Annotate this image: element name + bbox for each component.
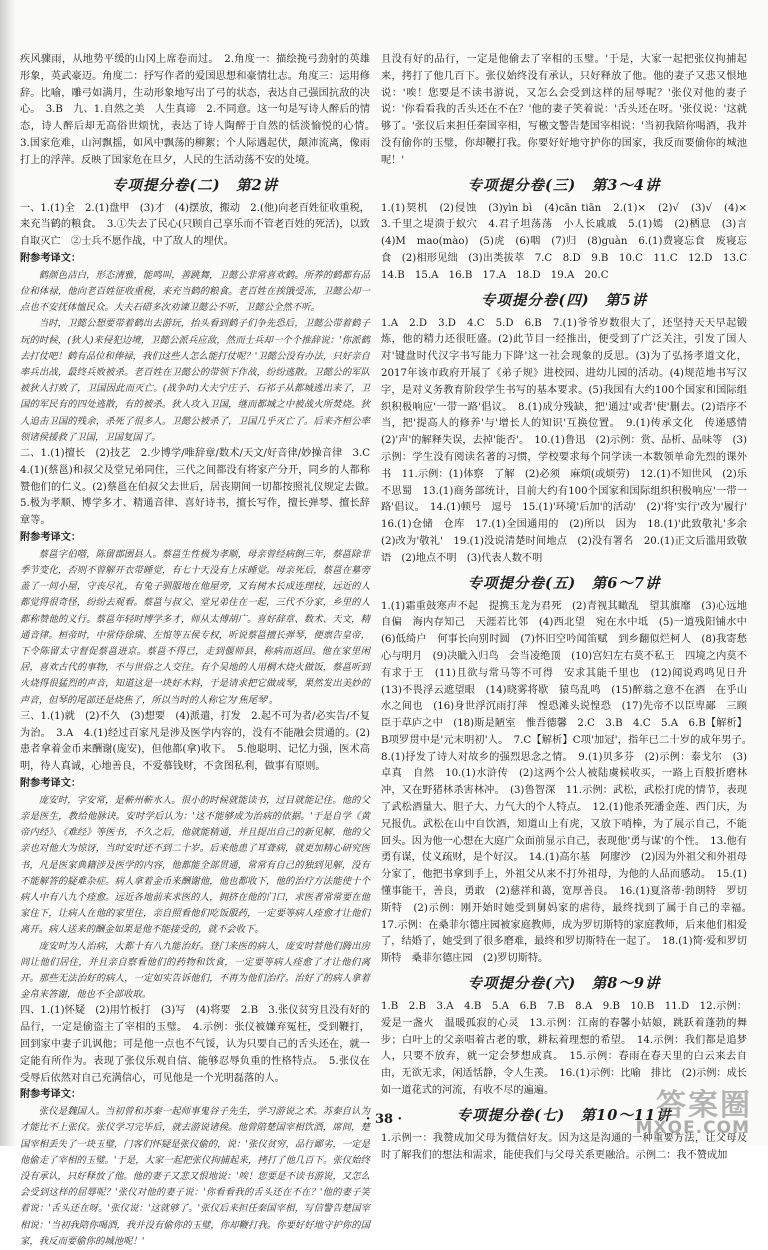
watermark-text: 答案圈 [656, 1088, 752, 1123]
reference-translation-heading: 附参考译文： [20, 778, 82, 789]
reference-translation-heading: 附参考译文： [20, 1089, 82, 1101]
translation-paragraph: 庞安时为人治病，大都十有八九能治好。登门来医的病人，庞安时替他们腾出房间让他们居住，并且亲自察看他们的药物和饮食，一定要等病人痊愈了才让他们离开。那些无法治好的病人，一定如实告诉他们，不再为他们治疗。治好了的病人拿着金帛来答谢，他也不全部收取。 [20, 940, 370, 1001]
section-heading: 专项提分卷(六) 第8～9讲 [467, 975, 661, 993]
answer-paragraph: 1.B 2.B 3.A 4.B 5.A 6.B 7.B 8.A 9.B 10.B 11.D 12.示例：爱是一盏火 温暖孤寂的心灵 13.示例：江南的春馨小姑娘，跳跃着蓬勃的舞步；白叶上的父亲唱着古老的歌，耕耘着理想的希望。 14.示例：我们都是追梦人，只要不放弃，就一定会梦想成真。 15.示例：春雨在春天里的白云来去自由，无欲无求，闲适恬静，令人生羡。 16.(1)示例：比喻 排比 (2)示例：成长如一道花式的河流，有收不尽的遍遍。 [381, 1001, 747, 1097]
answer-paragraph: 1.(1)契机 (2)侵蚀 (3)yìn bì (4)cān tiān 2.(1)× (2)√ (3)√ (4)× 3.千里之堤溃于蚁穴 4.君子坦荡荡 小人长戚戚 5.(1)嫣 (2)栖息 (3)言 (4)M mao(mào) (5)虎 (6)咽 (7)归 (8)guàn 6.(1)费寝忘食 废寝忘食 (2)相形见绌 (3)出类拔萃 7.C 8.D 9.B 10.C 11.C 12.D 13.C 14.B 15.A 16.B 17.A 18.D 19.A 20.C [381, 202, 758, 281]
answer-paragraph: 一、1.(1)全 2.(1)盘甲 (3)才 (4)摆放，搬动 2.(他)向老百姓征收重税，来充当鹤的粮食。 3.①失去了民心(只顾自己享乐而不管老百姓的死活)，以致自取灭亡 ②士兵不愿作战，中了敌人的埋伏。 [20, 202, 370, 248]
answer-paragraph: 1.(1)霜重鼓寒声不起 提携玉龙为君死 (2)青视其瞰乱 望其旗靡 (3)心远地自偏 海内存知己 天涯若比邻 (4)西北望 宛在水中坻 (5)一道残阳铺水中 (6)低绮户 何事长向别时圆 (7)怀旧空吟闻笛赋 到乡翻似烂柯人 (8)我寄愁心与明月 (9)决眦入归鸟 会当凌绝顶 (10)宫妇左右莫不私王 四境之内莫不有求于王 (11)且欲与常马等不可得 安求其能千里也 (12)闻说鸡鸣见日升 (13)不畏浮云遮望眼 (14)晓雾将歇 猿鸟乱鸣 (15)醉翁之意不在酒 在乎山水之间也 (16)身世浮沉雨打萍 惶恐滩头说惶恐 (17)先帝不以臣卑鄙 三顾臣于草庐之中 (18)斯是陋室 惟吾德馨 2.C 3.B 4.C 5.A 6.B【解析】B项罗贯中是'元末明初'人。 7.C【解析】C项'加冠'，指年已二十岁的成年男子。 8.(1)抒发了诗人对故乡的强烈思念之情。 9.(1)贝多芬 (2)示例：泰戈尔 (3)卓真 自然 10.(1)水浒传 (2)这两个公人被陆虞候收买，一路上百般折磨林冲，又在野猪林杀害林冲。 (3)鲁智深 11.示例：武松，武松打虎的情节，表现了武松酒量大、胆子大、力气大的个人特点。 12.(1)他杀死潘金莲、西门庆，为兄报仇。武松在山中自饮酒，知道山上有虎，又放下哨棒，为了展示自己，不能回头。因为他一心想在大庭广众面前显示自己，表现他'勇与谋'的个性。 13.他有勇有谋，仗义疏财，是个好汉。 14.(1)高尔基 阿廖沙 (2)因为外祖父和外祖母分家了，他把书拿到手上，外祖父从来不打外祖母，为他的人品而感动。 15.(1)懂事能干，善良，勇敢 (2)慈祥和蔼，宽厚善良。 16.(1)夏洛蒂·勃朗特 罗切斯特 (2)示例：刚开始时她受到舅妈家的虐待，最终找到了属于自己的幸福。 17.示例：在桑菲尔德庄园被家庭教师，成为罗切斯特的家庭教师，后来他们相爱了，结婚了，她受到了很多磨难，最终和罗切斯特在一起了。 18.(1)简·爱和罗切斯特 桑菲尔德庄园 (2)罗切斯特。 [381, 600, 758, 965]
translation-paragraph: 张仪是魏国人。当初曾和苏秦一起师事鬼谷子先生，学习游说之术。苏秦自认为才能比不上张仪。张仪学习完毕后，就去游说诸侯。他曾陪楚国宰相饮酒，席间，楚国宰相丢失了一块玉璧，门客们怀疑是张仪偷的，说：'张仪贫穷，品行鄙劣，一定是他偷走了宰相的玉璧。'于是，大家一起把张仪拘捕起来，拷打了他几百下。张仪始终没有承认，只好释放了他。他的妻子又悲又恨地说：'唉！您要是不读书游说，又怎么会受到这样的屈辱呢？'张仪对他的妻子说：'你看看我的舌头还在不在？'他的妻子笑着说：'舌头还在呀。'张仪说：'这就够了。'张仪后来担任秦国宰相，写信警告楚国宰相说：'当初我陪你喝酒，我并没有偷你的玉璧，你却鞭打我。你要好好地守护你的国家，我反而要偷你的城池呢！' [20, 1106, 370, 1247]
section-heading: 专项提分卷(七) 第10～11讲 [456, 1106, 672, 1124]
answer-paragraph: 1.A 2.D 3.D 4.C 5.D 6.B 7.(1)爷爷岁数很大了，还坚持天天早起锻炼，他的精力还很旺盛。(2)此节目一经推出，便受到了广泛关注，引发了国人对'键盘时代汉字书写能力下降'这一社会现象的反思。(3)为了弘扬孝道文化，2017年该市政府开展了《弟子规》进校园、进幼儿园的活动。(4)规范地书写汉字，是对义务教育阶段学生书写的基本要求。(5)我国有大约100个国家和国际组织积极响应'一带一路'倡议。 8.(1)成分残缺，把'通过'或者'使'删去。(2)语序不当，把'提高人的修养'与'增长人的知识'互换位置。 9.(1)传承文化 传递感情 (2)'声'的解释失误，去掉'能否'。 10.(1)鲁迅 (2)示例：赏、品析、品味等 (3)示例：学生没有阅读名著的习惯，学校要求每个同学读一本数领单命先烈的课外书 11.示例：(1)体察 了解 (2)必须 麻烦(或烦劳) 12.(1)不知世风 (2)乐不思蜀 13.(1)商务部统计，目前大约有100个国家和国际组织积极响应'一带一路'倡议。 14.(1)顿号 逗号 15.(1)'环境'后加'的活动' (2)'将'实行'改为'履行' 16.(1)仓储 仓库 17.(1)全国通用的 (2)所以 因为 18.(1)'此致敬礼'多余 (2)改为'敬礼' 19.(1)没说清楚时间地点 (2)没有署名 20.(1)正文后滥用致敬语 (2)地点不明 (3)代表人数不明 [381, 317, 758, 564]
page-binding-edge [0, 0, 16, 1146]
answer-paragraph: 且没有好的品行，一定是他偷去了宰相的玉璧。'于是，大家一起把张仪拘捕起来，拷打了他几百下。张仪始终没有承认，只好释放了他。他的妻子又悲又恨地说：'唉！您要是不读书游说，又怎么会受到这样的屈辱呢？'张仪对他的妻子说：'你看看我的舌头还在不在？'他的妻子笑着说：'舌头还在呀。'张仪说：'这就够了。'张仪后来担任秦国宰相，写檄文警告楚国宰相说：'当初我陪你喝酒，我并没有偷你的玉璧，你却鞭打我。你要好好地守护你的国家，我反而要偷你的城池呢！' [381, 54, 747, 166]
left-column [20, 52, 381, 1247]
reference-translation-heading: 附参考译文： [20, 252, 82, 264]
section-heading: 专项提分卷(二) 第2讲 [111, 176, 279, 194]
watermark-url: MXQE.COM [635, 1118, 750, 1138]
section-heading: 专项提分卷(四) 第5讲 [480, 291, 648, 309]
translation-paragraph: 鹤颜色洁白，形态清雅，能鸣叫，善跳舞，卫懿公非常喜欢鹤。所养的鹤都有品位和体禄，他向老百姓征收重税，来充当鹤的粮食。老百姓在挨饿受冻，卫懿公却一点也不安抚体恤民众。大夫石碏多次劝谏卫懿公不听，卫懿公全然不听。 [20, 269, 370, 314]
watermark-logo [620, 1080, 760, 1142]
answer-paragraph: 四、1.(1)怀疑 (2)用竹板打 (3)写 (4)将要 2.B 3.张仪贫穷且没有好的品行，一定是偷盗主了宰相的玉璧。 4.示例：张仪被嫌弃冤枉，受到鞭打，回到家中妻子讥讽他；可是他一点也不气馁，认为只要自己的舌头还在，就一定能有所作为。表现了张仪乐观自信、能够忍辱负重的性格特点。 5.张仪在受辱后依然对自己充满信心，可见他是一个光明磊落的人。 [20, 1005, 370, 1084]
answer-paragraph: 三、1.(1)就 (2)不久 (3)想要 (4)派遣，打发 2.起不可为者/必实告/不复为治。 3.A 4.(1)经过百家凡是涉及医学内容的，没有不能融会贯通的。(2)患者拿着金币来酬谢(庞安)，但他都(拿)收下。 5.他聪明、记忆力强，医术高明，待人真诚，心地善良，不爱慕钱财，不贪图私利，做事有原则。 [20, 710, 370, 773]
translation-paragraph: 庞安时，字安常，是蕲州蕲水人。很小的时候就能读书，过目就能记住。他的父亲是医生，教给他脉诀。安时学后认为：'这不能够成为治病的依据。'于是自学《黄帝内经》、《难经》等医书，不久之后，他就能精通，并且提出自己的新见解，他的父亲也对他大为惊讶，当时安时还不到二十岁。后来他患了耳聋病，就更加精心研究医书，凡是医家典籍涉及医学的内容，他都能全部贯通，常常有自己的独到见解，没有不能解答的疑难杂症。病人拿着金币来酬谢他，他也都收下，他的治疗方法能使十个病人中有八九个痊愈。远近各地前来求医的人，拥挤在他的门口，求医者常常要在他家住下，让病人在他的家里住，亲自照看他们吃饭服药，一定要等病人痊愈才让他们离开。病人送来的酬金如果是他不能接受的，就不会收下。 [20, 794, 370, 936]
page-number: · 38 · [365, 1112, 403, 1127]
translation-paragraph: 蔡邕字伯喈，陈留郡圉县人。蔡邕生性极为孝顺，母亲曾经病倒三年，蔡邕除非季节变化，否则不曾解开衣带睡觉，有七十天没有上床睡觉。母亲死后，蔡邕在墓旁盖了一间小屋，守丧尽礼，有兔子驯服地在他屋旁，又有树木长成连理枝，远近的人都觉得很奇怪，纷纷去观看。蔡邕与叔父、堂兄弟住在一起，三代不分家，乡里的人都称赞他的义行。蔡邕年轻时博学多才，师从太傅胡广。喜好辞章、数术、天文，精通音律。桓帝时，中常侍徐璜、左悺等五侯专权，听说蔡邕擅长弹琴，便禀告皇帝，下令陈留太守督促蔡邕进京。蔡邕不得已，走到偃师县，称病而返回。他在家里闲居，喜欢古代的事物，不与世俗之人交往。有个吴地的人用桐木烧火做饭，蔡邕听到火烧得很猛烈的声音，知道这是一块好木料，于是请求把它做成琴，果然发出美妙的声音，但琴的尾部还是烧焦了，所以当时的人称它为'焦尾琴'。 [20, 548, 370, 706]
answer-paragraph: 二、1.(1)擅长 (2)技艺 2.少博学/唯辞章/数术/天文/好音律/妙操音律 3.C 4.(1)(蔡邕)和叔父及堂兄弟同住，三代之间都没有将家产分开，同乡的人都称赞他们的仁义。(2)蔡邕在伯叔父去世后，居丧期间一切都按照礼仪规定去做。 5.极为孝顺、博学多才、精通音律、喜好诗书，擅长写作，擅长弹琴、擅长辞章等。 [20, 448, 381, 527]
section-heading: 专项提分卷(五) 第6～7讲 [467, 574, 661, 592]
reference-translation-heading: 附参考译文： [20, 531, 82, 543]
section-heading: 专项提分卷(三) 第3～4讲 [467, 176, 661, 194]
translation-paragraph: 当时，卫懿公想要带着鹤出去游玩，抬头看到鹤子们争先恐后，卫懿公带着鹤子玩的时候，(狄人)来侵犯边境，卫懿公派兵应敌，然而士兵却一个个推辞说：'你派鹤去打仗吧！鹤有品位和俸禄，我们这些人怎么能打仗呢？'卫懿公没有办法，只好亲自率兵出战，最终兵败被杀。老百姓在卫懿公的带领下作战，纷纷逃散。卫懿公的军队被狄人打败了，卫国因此而灭亡。(战争时)大夫宁庄子、石祁子从都城逃出来了，卫国的军民有的四处逃散，有的被杀。狄人攻入卫国，继而都城之中被战火所焚烧。狄人追击卫国的残余，杀死了很多人。卫懿公被杀了，卫国几乎灭亡了。后来齐桓公率领诸侯援救了卫国，卫国复国了。 [20, 318, 370, 443]
answer-paragraph: 1.示例一：我赞成加父母为微信好友。因为这是沟通的一种重要方法，让父母及时了解我们的想法和需求，能使我们与父母关系更融洽。示例二：我不赞成加 [381, 1132, 747, 1161]
answer-paragraph: 疾风骤雨，从地势平缓的山冈上席卷而过。 2.角度一：描绘挽弓劲射的英雄形象，英武豪迈。角度二：抒写作者的爱国思想和豪情壮志。角度三：运用修辞。比喻，雕弓如满月，生动形象地写出了弓的状态，表达自己强国抗敌的决心。 3.B 九、1.自然之美 人生真谛 2.不同意。这一句是写诗人醉后的情态，诗人醉后却无高俗世烦忧，表达了诗人陶醉于自然的恬淡愉悦的心情。 3.国家危难，山河飘摇，如风中飘荡的柳絮；个人际遇起伏，颠沛流离，像雨打上的浮萍。反映了国家危在旦夕，人民的生活动荡不安的处境。 [20, 54, 381, 166]
